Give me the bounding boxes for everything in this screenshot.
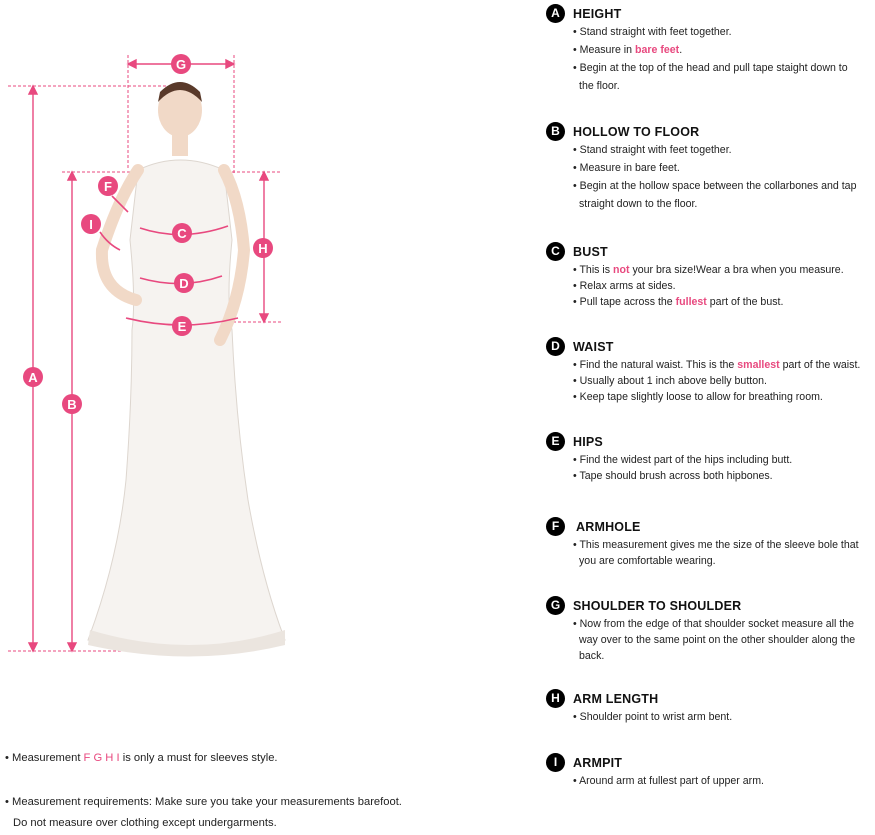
figure-label-i: I: [89, 217, 93, 232]
figure-label-c: C: [177, 226, 187, 241]
section-title-f: ARMHOLE: [576, 520, 641, 534]
line-text: • Relax arms at sides.: [573, 280, 676, 292]
section-g-line: [579, 633, 855, 647]
section-e-line: [573, 469, 773, 483]
line-text: • Shoulder point to wrist arm bent.: [573, 711, 733, 723]
sleeves-note-prefix: • Measurement: [5, 752, 84, 764]
section-c-line: [573, 263, 844, 277]
section-title-h: ARM LENGTH: [573, 692, 659, 706]
highlighted-text: bare feet: [635, 44, 680, 56]
section-title-d: WAIST: [573, 340, 614, 354]
line-text: straight down to the floor.: [579, 198, 698, 210]
line-text: • This is: [573, 264, 614, 276]
line-text: • Begin at the top of the head and pull tape staight down to: [573, 62, 848, 74]
section-title-c: BUST: [573, 245, 608, 259]
line-text: back.: [579, 650, 605, 662]
line-text: • Usually about 1 inch above belly button.: [573, 375, 767, 387]
section-badge-i: I: [546, 753, 565, 772]
line-text: • Stand straight with feet together.: [573, 26, 732, 38]
section-b-line: [573, 161, 680, 175]
section-h-line: [573, 710, 732, 724]
section-d-line: [573, 390, 823, 404]
section-title-g: SHOULDER TO SHOULDER: [573, 599, 742, 613]
section-title-i: ARMPIT: [573, 756, 623, 770]
line-text: way over to the same point on the other shoulder along the: [579, 634, 856, 646]
line-text: • Begin at the hollow space between the collarbones and tap: [573, 180, 857, 192]
line-text: • Measure in: [573, 44, 636, 56]
line-text: • Around arm at fullest part of upper arm.: [573, 775, 764, 787]
line-text: • This measurement gives me the size of the sleeve bole that: [573, 539, 859, 551]
highlighted-text: not: [613, 264, 630, 276]
line-text: you are comfortable wearing.: [579, 555, 716, 567]
line-text: • Find the widest part of the hips including butt.: [573, 454, 793, 466]
figure-label-e: E: [177, 319, 187, 334]
line-text: • Stand straight with feet together.: [573, 144, 732, 156]
section-a-line: [573, 25, 732, 39]
line-text: • Find the natural waist. This is the: [573, 359, 738, 371]
line-text: • Now from the edge of that shoulder socket measure all the: [573, 618, 855, 630]
section-a-line: [573, 61, 848, 75]
section-b-line: [573, 179, 856, 193]
section-g-line: [579, 649, 604, 663]
section-b-line: [573, 143, 732, 157]
requirements-note-1: • Measurement requirements: Make sure you take your measurements barefoot.: [5, 796, 402, 808]
line-text: • Tape should brush across both hipbones.: [573, 470, 773, 482]
figure-label-a: A: [28, 370, 38, 385]
section-a-line: [579, 79, 620, 93]
section-b-line: [579, 197, 697, 211]
line-text: • Keep tape slightly loose to allow for breathing room.: [573, 391, 823, 403]
section-badge-e: E: [546, 432, 565, 451]
measurement-figure: [0, 0, 320, 720]
sleeves-note-highlight: F G H I: [83, 752, 120, 764]
section-f-line: [573, 538, 859, 552]
line-text: • Pull tape across the: [573, 296, 676, 308]
line-text: part of the bust.: [706, 296, 784, 308]
section-d-line: [573, 374, 767, 388]
section-badge-h: H: [546, 689, 565, 708]
line-text: your bra size!Wear a bra when you measure.: [629, 264, 844, 276]
section-c-line: [573, 295, 783, 309]
section-f-line: [579, 554, 716, 568]
section-badge-c: C: [546, 242, 565, 261]
section-badge-a: A: [546, 4, 565, 23]
section-badge-f: F: [546, 517, 565, 536]
model-silhouette: [88, 82, 285, 657]
line-text: .: [679, 44, 683, 56]
sleeves-note: [5, 750, 278, 766]
section-c-line: [573, 279, 676, 293]
section-d-line: [573, 358, 860, 372]
line-text: part of the waist.: [779, 359, 861, 371]
figure-label-h: H: [258, 241, 268, 256]
section-a-line: [573, 43, 682, 57]
sleeves-note-suffix: is only a must for sleeves style.: [119, 752, 278, 764]
line-text: the floor.: [579, 80, 620, 92]
section-g-line: [573, 617, 854, 631]
section-title-e: HIPS: [573, 435, 603, 449]
section-e-line: [573, 453, 792, 467]
figure-label-b: B: [67, 397, 77, 412]
requirements-note-2: Do not measure over clothing except undergarments.: [13, 817, 277, 829]
line-text: • Measure in bare feet.: [573, 162, 680, 174]
section-title-b: HOLLOW TO FLOOR: [573, 125, 700, 139]
figure-label-f: F: [104, 179, 112, 194]
highlighted-text: smallest: [737, 359, 780, 371]
highlighted-text: fullest: [675, 296, 707, 308]
section-badge-d: D: [546, 337, 565, 356]
figure-label-d: D: [179, 276, 189, 291]
section-title-a: HEIGHT: [573, 7, 622, 21]
section-badge-g: G: [546, 596, 565, 615]
section-badge-b: B: [546, 122, 565, 141]
figure-label-g: G: [175, 57, 187, 72]
section-i-line: [573, 774, 764, 788]
